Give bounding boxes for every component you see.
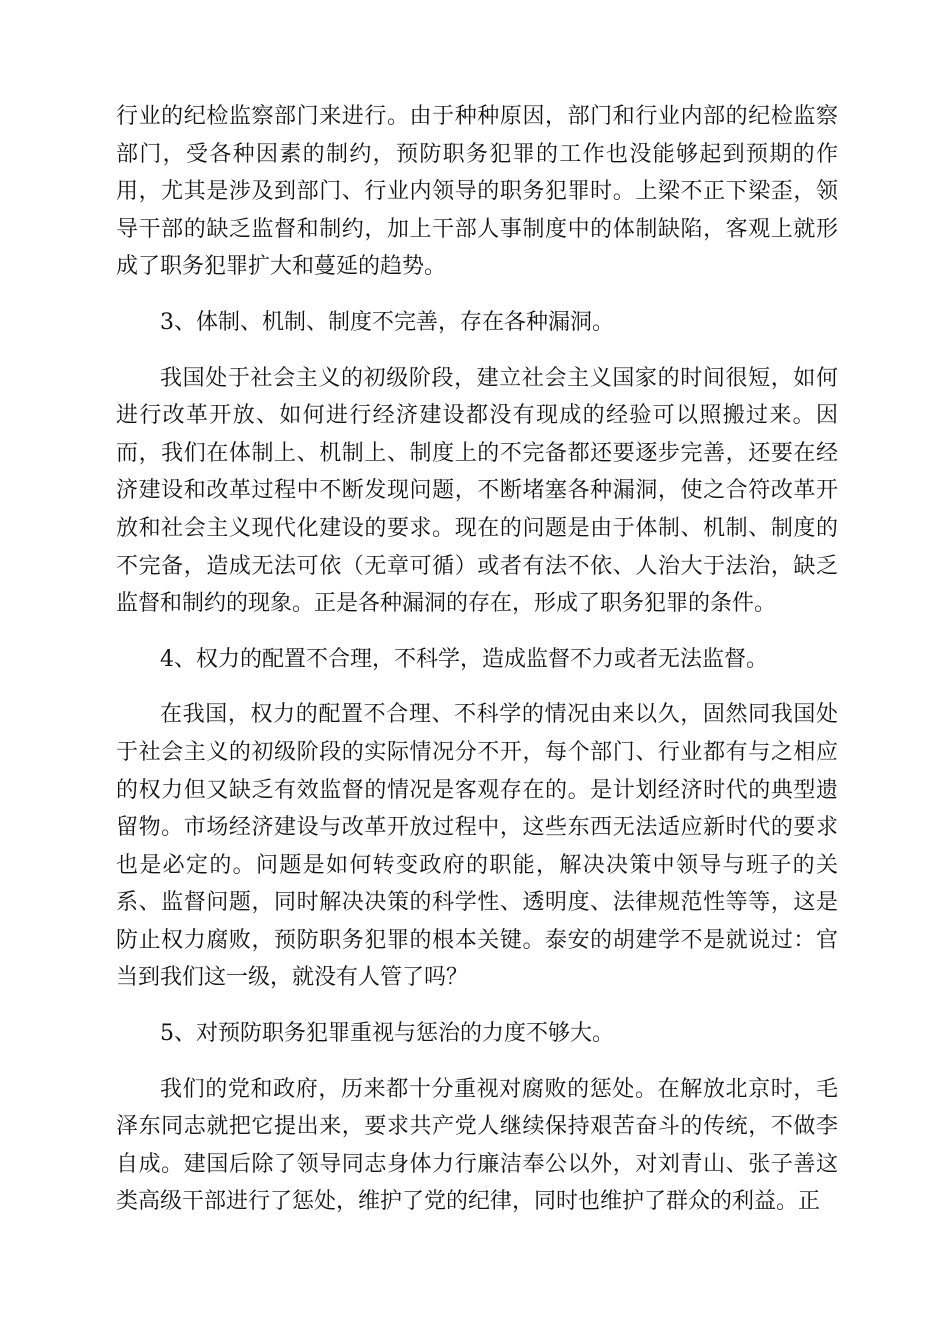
- paragraph-section-3: 我国处于社会主义的初级阶段，建立社会主义国家的时间很短，如何进行改革开放、如何进行经济建设都没有现成的经验可以照搬过来。因而，我们在体制上、机制上、制度上的不完备都还要逐步完善，还要在经济建设和改革过程中不断发现问题，不断堵塞各种漏洞，使之合符改革开放和社会主义现代化建设的要求。现在的问题是由于体制、机制、制度的不完备，造成无法可依（无章可循）或者有法不依、人治大于法治，缺乏监督和制约的现象。正是各种漏洞的存在，形成了职务犯罪的条件。: [116, 365, 838, 617]
- section-heading-3: 3、体制、机制、制度不完善，存在各种漏洞。: [160, 309, 614, 335]
- paragraph-continuation: 行业的纪检监察部门来进行。由于种种原因，部门和行业内部的纪检监察部门，受各种因素的制约，预防职务犯罪的工作也没能够起到预期的作用，尤其是涉及到部门、行业内领导的职务犯罪时。上梁不正下梁歪，领导干部的缺乏监督和制约，加上干部人事制度中的体制缺陷，客观上就形成了职务犯罪扩大和蔓延的趋势。: [116, 104, 838, 280]
- section-heading-5: 5、对预防职务犯罪重视与惩治的力度不够大。: [160, 1021, 614, 1047]
- paragraph-section-4: 在我国，权力的配置不合理、不科学的情况由来以久，固然同我国处于社会主义的初级阶段的实际情况分不开，每个部门、行业都有与之相应的权力但又缺乏有效监督的情况是客观存在的。是计划经济时代的典型遗留物。市场经济建设与改革开放过程中，这些东西无法适应新时代的要求也是必定的。问题是如何转变政府的职能，解决决策中领导与班子的关系、监督问题，同时解决决策的科学性、透明度、法律规范性等等，这是防止权力腐败，预防职务犯罪的根本关键。泰安的胡建学不是就说过：官当到我们这一级，就没有人管了吗？: [116, 702, 838, 991]
- document-page: [116, 98, 838, 1239]
- paragraph-section-5: 我们的党和政府，历来都十分重视对腐败的惩处。在解放北京时，毛泽东同志就把它提出来，要求共产党人继续保持艰苦奋斗的传统，不做李自成。建国后除了领导同志身体力行廉洁奉公以外，对刘青山、张子善这类高级干部进行了惩处，维护了党的纪律，同时也维护了群众的利益。正: [116, 1076, 838, 1215]
- section-heading-4: 4、权力的配置不合理，不科学，造成监督不力或者无法监督。: [160, 646, 768, 672]
